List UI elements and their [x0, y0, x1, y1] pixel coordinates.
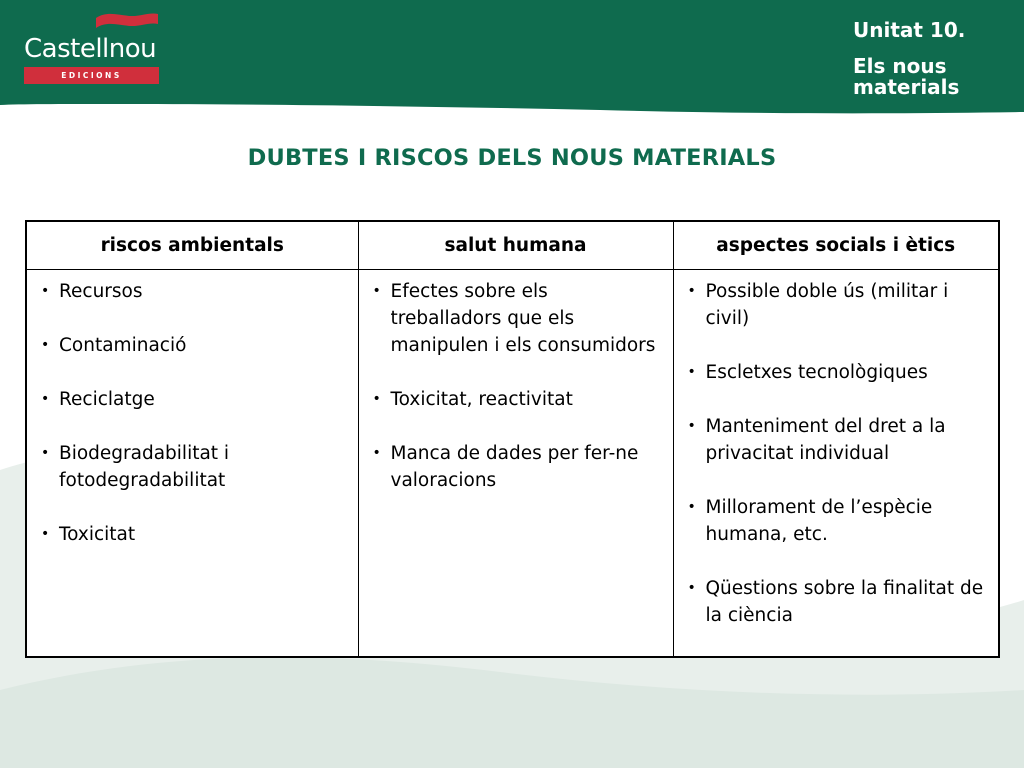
brand-subline: EDICIONS	[24, 67, 159, 84]
castellnou-logo	[22, 10, 162, 78]
unit-title: Unitat 10.	[853, 18, 966, 42]
social-ethical-list	[688, 278, 989, 629]
list-item: • Millorament de l’espècie humana, etc.	[688, 494, 989, 548]
list-item: • Toxicitat	[41, 521, 348, 548]
list-item: • Toxicitat, reactivitat	[373, 386, 663, 413]
column-header-environmental: riscos ambientals	[26, 221, 358, 270]
list-item: • Contaminació	[41, 332, 348, 359]
list-item: • Manteniment del dret a la privacitat individual	[688, 413, 989, 467]
health-risks-list	[373, 278, 663, 494]
table-row	[26, 270, 999, 658]
flag-icon	[94, 10, 160, 32]
list-item: • Manca de dades per fer-ne valoracions	[373, 440, 663, 494]
list-item: • Reciclatge	[41, 386, 348, 413]
column-header-social-ethical: aspectes socials i ètics	[673, 221, 999, 270]
health-risks-cell	[358, 270, 673, 658]
environmental-risks-list	[41, 278, 348, 548]
list-item: • Qüestions sobre la finalitat de la ciència	[688, 575, 989, 629]
unit-heading	[853, 20, 1018, 98]
list-item: • Escletxes tecnològiques	[688, 359, 989, 386]
risks-table	[25, 220, 1000, 658]
column-header-health: salut humana	[358, 221, 673, 270]
list-item: • Recursos	[41, 278, 348, 305]
page-title: DUBTES I RISCOS DELS NOUS MATERIALS	[247, 145, 777, 171]
list-item: • Possible doble ús (militar i civil)	[688, 278, 989, 332]
social-ethical-cell	[673, 270, 999, 658]
environmental-risks-cell	[26, 270, 358, 658]
table-header-row	[26, 221, 999, 270]
list-item: • Biodegradabilitat i fotodegradabilitat	[41, 440, 348, 494]
list-item: • Efectes sobre els treballadors que els manipulen i els consumidors	[373, 278, 663, 359]
unit-subtitle: Els nous materials	[853, 54, 960, 99]
brand-name: Castellnou	[24, 34, 157, 64]
